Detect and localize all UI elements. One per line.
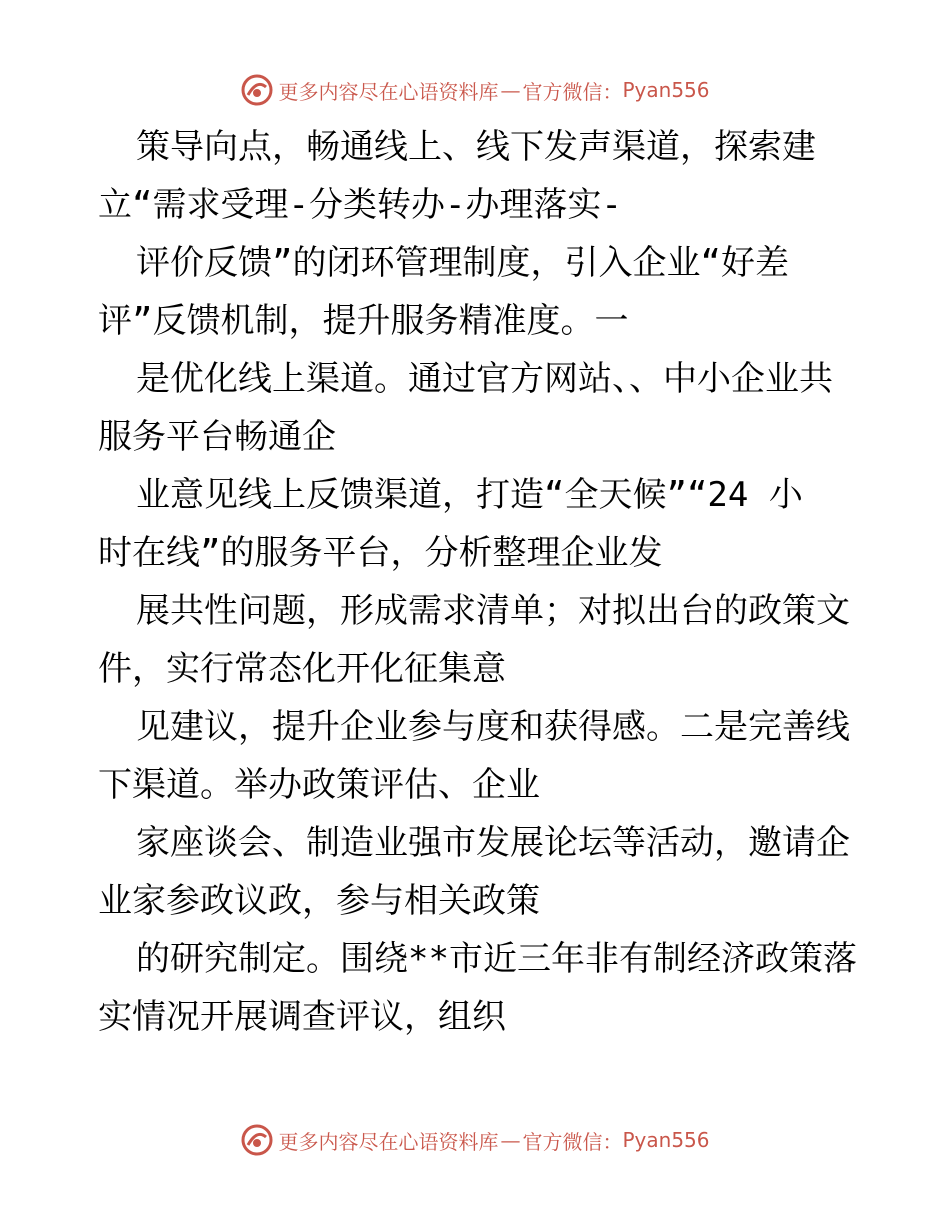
paragraph-line: 业家参政议政，参与相关政策	[98, 881, 540, 921]
document-body	[98, 118, 858, 1046]
paragraph	[98, 582, 858, 698]
paragraph-line: 服务平台畅通企	[98, 417, 336, 457]
paragraph	[98, 118, 858, 234]
paragraph	[98, 698, 858, 814]
watermark-main-text: 更多内容尽在心语资料库	[278, 79, 499, 104]
watermark-main-text: 更多内容尽在心语资料库	[278, 1129, 499, 1154]
paragraph-line: 立“需求受理-分类转办-办理落实-	[98, 185, 622, 225]
watermark-wechat-id: Pyan556	[622, 1128, 710, 1152]
paragraph-line: 实情况开展调查评议，组织	[98, 997, 506, 1037]
watermark-wechat-label: 官方微信：	[522, 79, 623, 104]
paragraph	[98, 234, 858, 350]
header-watermark	[0, 70, 950, 110]
paragraph-line-indented: 家座谈会、制造业强市发展论坛等活动，邀请企	[136, 823, 850, 863]
paragraph-line-indented: 展共性问题，形成需求清单；对拟出台的政策文	[136, 591, 850, 631]
paragraph	[98, 814, 858, 930]
watermark-wechat-label: 官方微信：	[522, 1129, 623, 1154]
seal-logo-icon	[240, 73, 274, 107]
paragraph	[98, 350, 858, 466]
seal-logo-icon	[240, 1123, 274, 1157]
watermark-dash: —	[500, 78, 521, 102]
watermark-dash: —	[500, 1128, 521, 1152]
paragraph	[98, 930, 858, 1046]
paragraph-line-indented: 策导向点，畅通线上、线下发声渠道，探索建	[136, 127, 816, 167]
watermark-wechat-id: Pyan556	[622, 78, 710, 102]
paragraph-line-indented: 见建议，提升企业参与度和获得感。二是完善线	[136, 707, 850, 747]
paragraph-line-indented: 业意见线上反馈渠道，打造“全天候”“24 小	[136, 475, 803, 515]
paragraph	[98, 466, 858, 582]
footer-watermark	[0, 1120, 950, 1160]
paragraph-line: 下渠道。举办政策评估、企业	[98, 765, 540, 805]
paragraph-line: 时在线”的服务平台，分析整理企业发	[98, 533, 663, 573]
paragraph-line-indented: 评价反馈”的闭环管理制度，引入企业“好差	[136, 243, 789, 283]
paragraph-line-indented: 的研究制定。围绕**市近三年非有制经济政策落	[136, 939, 857, 979]
paragraph-line-indented: 是优化线上渠道。通过官方网站、、中小企业共	[136, 359, 833, 399]
paragraph-line: 评”反馈机制，提升服务精准度。一	[98, 301, 629, 341]
paragraph-line: 件，实行常态化开化征集意	[98, 649, 506, 689]
